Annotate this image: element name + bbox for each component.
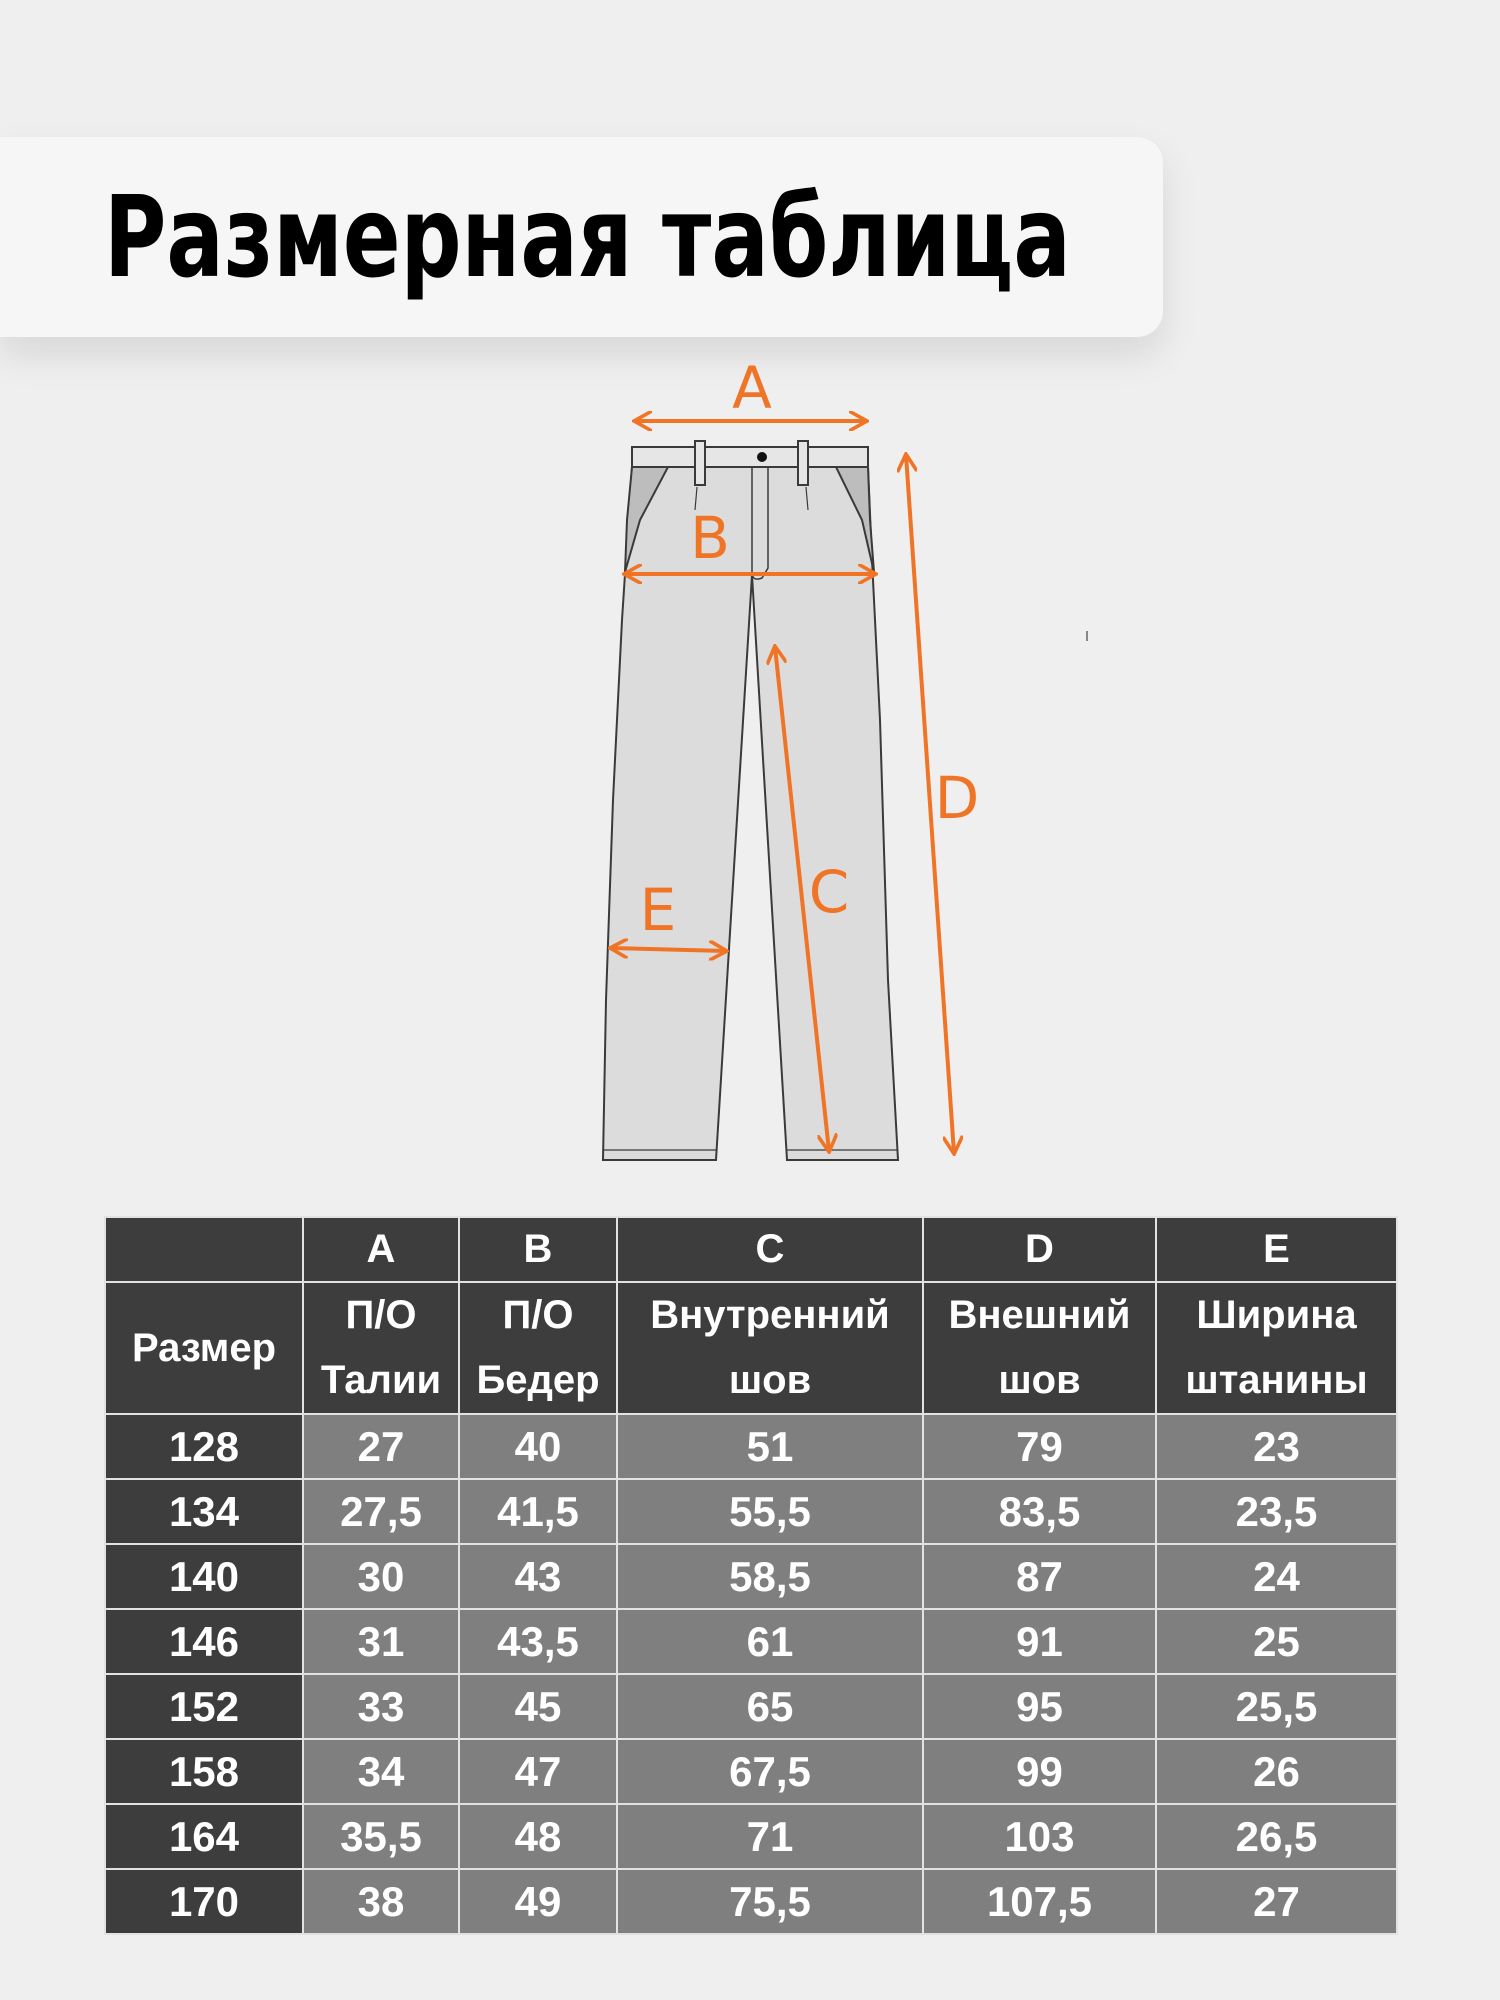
value-cell: 27 (1156, 1869, 1397, 1934)
label-b: B (690, 504, 730, 572)
value-cell: 48 (459, 1804, 617, 1869)
value-cell: 43 (459, 1544, 617, 1609)
size-cell: 146 (105, 1609, 303, 1674)
value-cell: 67,5 (617, 1739, 923, 1804)
waistband (632, 447, 868, 467)
value-cell: 79 (923, 1414, 1156, 1479)
value-cell: 71 (617, 1804, 923, 1869)
value-cell: 49 (459, 1869, 617, 1934)
size-cell: 134 (105, 1479, 303, 1544)
button (757, 452, 767, 462)
value-cell: 95 (923, 1674, 1156, 1739)
label-e: E (639, 876, 677, 944)
header-waist: П/О Талии (303, 1282, 459, 1414)
value-cell: 23,5 (1156, 1479, 1397, 1544)
value-cell: 25,5 (1156, 1674, 1397, 1739)
value-cell: 65 (617, 1674, 923, 1739)
value-cell: 38 (303, 1869, 459, 1934)
size-cell: 128 (105, 1414, 303, 1479)
value-cell: 51 (617, 1414, 923, 1479)
value-cell: 30 (303, 1544, 459, 1609)
header-size: Размер (105, 1282, 303, 1414)
belt-loop-right (798, 441, 808, 485)
table-row (105, 1544, 1397, 1609)
size-cell: 170 (105, 1869, 303, 1934)
value-cell: 107,5 (923, 1869, 1156, 1934)
label-a: A (732, 354, 772, 422)
value-cell: 33 (303, 1674, 459, 1739)
header-letter-c: C (617, 1217, 923, 1282)
size-cell: 158 (105, 1739, 303, 1804)
value-cell: 40 (459, 1414, 617, 1479)
header-letter-b: B (459, 1217, 617, 1282)
value-cell: 91 (923, 1609, 1156, 1674)
page-title: Размерная таблица (104, 173, 1071, 303)
header-letter-d: D (923, 1217, 1156, 1282)
header-letter-a: A (303, 1217, 459, 1282)
label-d: D (934, 764, 980, 832)
value-cell: 23 (1156, 1414, 1397, 1479)
value-cell: 43,5 (459, 1609, 617, 1674)
size-table (104, 1216, 1398, 1935)
table-row (105, 1414, 1397, 1479)
value-cell: 27 (303, 1414, 459, 1479)
table-row (105, 1674, 1397, 1739)
header-outseam: Внешний шов (923, 1282, 1156, 1414)
size-cell: 152 (105, 1674, 303, 1739)
header-inseam: Внутренний шов (617, 1282, 923, 1414)
value-cell: 26 (1156, 1739, 1397, 1804)
value-cell: 27,5 (303, 1479, 459, 1544)
value-cell: 26,5 (1156, 1804, 1397, 1869)
label-c: C (808, 858, 850, 926)
value-cell: 83,5 (923, 1479, 1156, 1544)
value-cell: 24 (1156, 1544, 1397, 1609)
table-row (105, 1739, 1397, 1804)
value-cell: 47 (459, 1739, 617, 1804)
pants-illustration (603, 441, 898, 1160)
value-cell: 61 (617, 1609, 923, 1674)
value-cell: 87 (923, 1544, 1156, 1609)
stray-mark (1086, 631, 1088, 641)
size-cell: 140 (105, 1544, 303, 1609)
value-cell: 58,5 (617, 1544, 923, 1609)
header-hips: П/О Бедер (459, 1282, 617, 1414)
table-row (105, 1804, 1397, 1869)
value-cell: 55,5 (617, 1479, 923, 1544)
header-leg-width: Ширина штанины (1156, 1282, 1397, 1414)
table-row (105, 1479, 1397, 1544)
table-row (105, 1869, 1397, 1934)
table-row (105, 1609, 1397, 1674)
pants-body (603, 467, 898, 1160)
size-cell: 164 (105, 1804, 303, 1869)
value-cell: 41,5 (459, 1479, 617, 1544)
value-cell: 103 (923, 1804, 1156, 1869)
value-cell: 75,5 (617, 1869, 923, 1934)
header-corner (105, 1217, 303, 1282)
value-cell: 25 (1156, 1609, 1397, 1674)
belt-loop-left (695, 441, 705, 485)
value-cell: 99 (923, 1739, 1156, 1804)
value-cell: 45 (459, 1674, 617, 1739)
value-cell: 31 (303, 1609, 459, 1674)
header-letter-e: E (1156, 1217, 1397, 1282)
value-cell: 35,5 (303, 1804, 459, 1869)
value-cell: 34 (303, 1739, 459, 1804)
